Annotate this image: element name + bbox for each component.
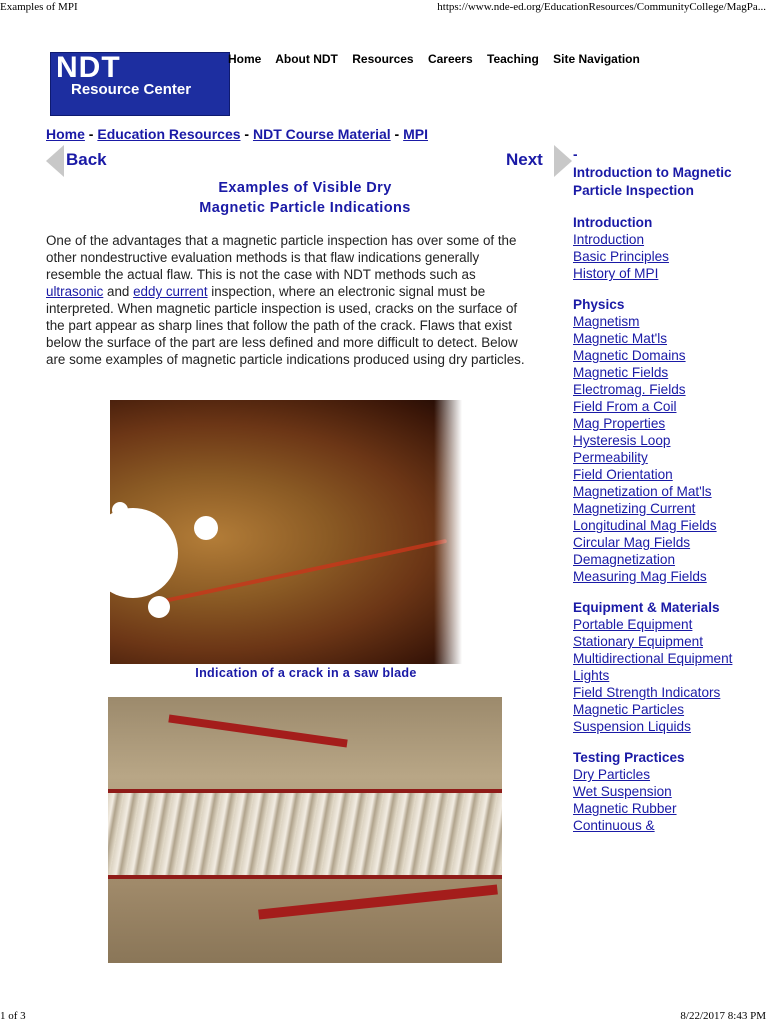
nav-site-navigation[interactable]: Site Navigation: [553, 52, 640, 66]
sidebar-link[interactable]: Stationary Equipment: [573, 634, 703, 649]
breadcrumb-mpi[interactable]: MPI: [403, 126, 429, 142]
top-navigation: [228, 52, 651, 66]
page-title-line-1: Examples of Visible Dry: [218, 180, 392, 196]
sidebar-link[interactable]: Circular Mag Fields: [573, 535, 691, 550]
photo-caption: Indication of a crack in a saw blade: [195, 666, 417, 680]
intro-text-2: and: [103, 284, 134, 299]
sidebar-link[interactable]: Basic Principles: [573, 249, 669, 264]
weld-bead: [108, 789, 502, 879]
next-button[interactable]: [502, 145, 572, 177]
print-datetime: 8/22/2017 8:43 PM: [680, 1010, 766, 1022]
print-url: https://www.nde-ed.org/EducationResources/CommunityCollege/MagPa...: [437, 1, 766, 13]
saw-blade-photo: [110, 400, 474, 664]
sidebar-link[interactable]: Field From a Coil: [573, 399, 677, 414]
blade-hole: [194, 516, 218, 540]
particle-indication: [168, 715, 347, 748]
ultrasonic-link[interactable]: ultrasonic: [46, 284, 104, 299]
sidebar-title: Introduction to Magnetic Particle Inspection: [573, 165, 732, 198]
sidebar-heading-introduction: Introduction: [573, 215, 653, 230]
sidebar-link[interactable]: Wet Suspension: [573, 784, 672, 799]
logo-sub-text: Resource Center: [71, 81, 192, 98]
sidebar-link[interactable]: Introduction: [573, 232, 645, 247]
blade-teeth-edge: [434, 400, 474, 664]
sidebar-link[interactable]: Magnetic Domains: [573, 348, 686, 363]
sidebar-link[interactable]: Field Orientation: [573, 467, 673, 482]
weld-photo: [108, 697, 502, 963]
sidebar-heading-testing-practices: Testing Practices: [573, 750, 685, 765]
intro-text-3: inspection, where an electronic signal must be interpreted. When magnetic particle inspection is used, cracks on the surface of the part appear as sharp lines that follow the path of the crack. Flaws that exist below the surface of the part are less defined and more difficult to detect. Below are some examples of magnetic particle indications produced using dry particles.: [46, 284, 525, 367]
sidebar-link[interactable]: Mag Properties: [573, 416, 666, 431]
sidebar: [573, 146, 763, 834]
nav-home[interactable]: Home: [228, 52, 262, 66]
sidebar-link[interactable]: Magnetism: [573, 314, 640, 329]
breadcrumb-ndt-course-material[interactable]: NDT Course Material: [252, 126, 391, 142]
crack-indication: [153, 539, 447, 605]
nav-resources[interactable]: Resources: [352, 52, 414, 66]
sidebar-link[interactable]: Suspension Liquids: [573, 719, 691, 734]
sidebar-link[interactable]: Longitudinal Mag Fields: [573, 518, 717, 533]
sidebar-heading-equipment: Equipment & Materials: [573, 600, 720, 615]
sidebar-link[interactable]: Continuous &: [573, 818, 655, 833]
print-page-title: Examples of MPI: [0, 1, 78, 13]
sidebar-link[interactable]: Magnetic Fields: [573, 365, 669, 380]
sidebar-link[interactable]: Magnetization of Mat'ls: [573, 484, 712, 499]
ndt-logo[interactable]: [50, 52, 230, 116]
blade-center-hole: [110, 508, 178, 598]
sidebar-link[interactable]: Magnetizing Current: [573, 501, 696, 516]
breadcrumb-education-resources[interactable]: Education Resources: [97, 126, 241, 142]
intro-text-1: One of the advantages that a magnetic particle inspection has over some of the other nondestructive evaluation methods is that flaw indications generally resemble the actual flaw. This is not the case with NDT methods such as: [46, 233, 517, 282]
print-header: [0, 0, 768, 14]
sidebar-link[interactable]: Field Strength Indicators: [573, 685, 721, 700]
sidebar-link[interactable]: Electromag. Fields: [573, 382, 686, 397]
sidebar-link[interactable]: Measuring Mag Fields: [573, 569, 707, 584]
particle-indication: [258, 884, 498, 919]
nav-about-ndt[interactable]: About NDT: [275, 52, 338, 66]
sidebar-link[interactable]: Magnetic Mat'ls: [573, 331, 668, 346]
sidebar-link[interactable]: Dry Particles: [573, 767, 651, 782]
blade-hole: [148, 596, 170, 618]
page-title: [100, 178, 510, 218]
sidebar-link[interactable]: Portable Equipment: [573, 617, 693, 632]
print-page-number: 1 of 3: [0, 1010, 26, 1022]
back-button[interactable]: [46, 145, 116, 177]
nav-careers[interactable]: Careers: [427, 52, 473, 66]
nav-teaching[interactable]: Teaching: [487, 52, 539, 66]
sidebar-link[interactable]: Permeability: [573, 450, 648, 465]
sidebar-link[interactable]: Magnetic Particles: [573, 702, 685, 717]
sidebar-link[interactable]: Magnetic Rubber: [573, 801, 677, 816]
sidebar-link[interactable]: Hysteresis Loop: [573, 433, 671, 448]
sidebar-link[interactable]: Multidirectional Equipment: [573, 651, 733, 666]
page-title-line-2: Magnetic Particle Indications: [199, 200, 411, 216]
sidebar-link[interactable]: History of MPI: [573, 266, 659, 281]
back-button-label: Back: [66, 150, 107, 169]
breadcrumb: Home - Education Resources - NDT Course Material - MPI: [46, 126, 429, 142]
blade-hole: [112, 502, 128, 518]
logo-main-text: NDT: [56, 52, 121, 84]
sidebar-link[interactable]: Lights: [573, 668, 610, 683]
sidebar-heading-physics: Physics: [573, 297, 625, 312]
intro-paragraph: [46, 232, 536, 368]
print-footer: [0, 1008, 768, 1024]
sidebar-dash: -: [573, 147, 578, 162]
sidebar-link[interactable]: Demagnetization: [573, 552, 676, 567]
next-button-label: Next: [506, 150, 543, 169]
eddy-current-link[interactable]: eddy current: [133, 284, 208, 299]
breadcrumb-home[interactable]: Home: [46, 126, 85, 142]
